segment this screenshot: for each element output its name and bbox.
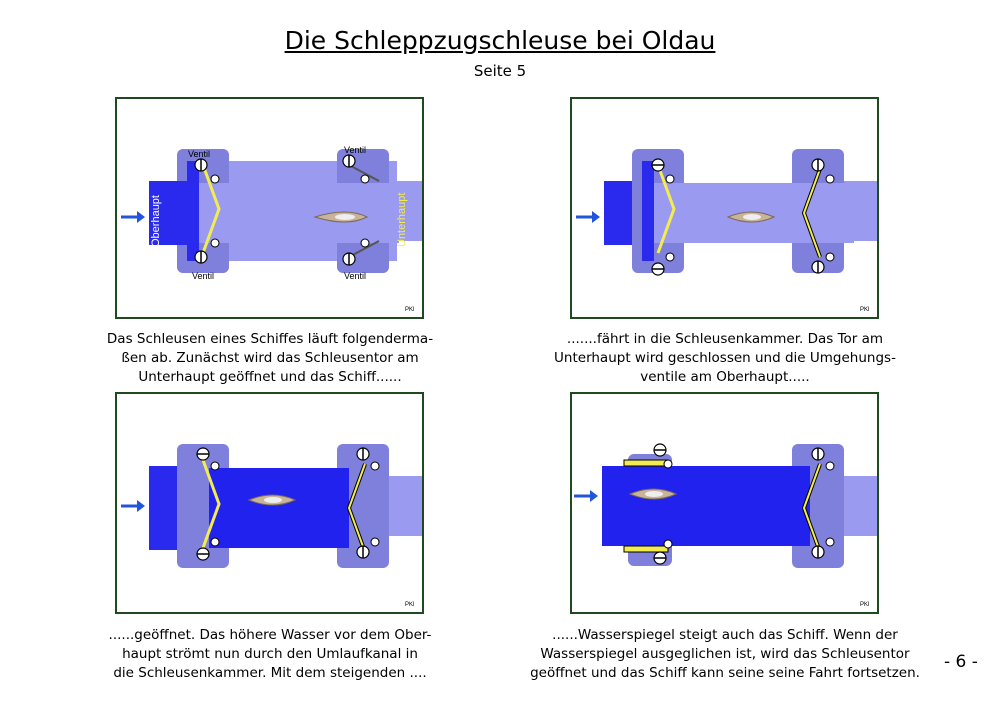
valve-label: Ventil — [343, 145, 367, 155]
flow-arrow-icon — [576, 211, 600, 223]
page-subtitle: Seite 5 — [473, 62, 527, 80]
upper-gate-open-bottom — [624, 546, 668, 552]
caption-line: Unterhaupt wird geschlossen und die Umgehungs- — [554, 350, 896, 366]
caption-line: .......fährt in die Schleusenkammer. Das Tor am — [566, 331, 884, 347]
panel-3-frame — [115, 392, 424, 614]
lock-diagram-3 — [117, 394, 422, 612]
panel-2-frame — [570, 97, 879, 319]
flow-arrow-icon — [121, 211, 145, 223]
panel-4-frame — [570, 392, 879, 614]
unterhaupt-label: Unterhaupt — [396, 192, 408, 247]
lock-diagram-1 — [117, 99, 422, 317]
panel-4-caption — [505, 626, 945, 683]
chamber-water — [199, 183, 399, 243]
panel-2-caption — [515, 330, 935, 387]
flow-arrow-icon — [121, 500, 145, 512]
caption-line: Unterhaupt geöffnet und das Schiff...... — [138, 369, 402, 385]
caption-line: ......Wasserspiegel steigt auch das Schiff. Wenn der — [552, 627, 898, 643]
caption-line: ......geöffnet. Das höhere Wasser vor dem Ober- — [108, 627, 432, 643]
credit-label: PKl — [860, 602, 870, 608]
page-title: Die Schleppzugschleuse bei Oldau — [284, 26, 716, 55]
panel-3-caption — [60, 626, 480, 683]
valve-label: Ventil — [191, 271, 215, 281]
caption-line: die Schleusenkammer. Mit dem steigenden .... — [113, 665, 427, 681]
valve-label: Ventil — [187, 149, 211, 159]
caption-line: geöffnet und das Schiff kann seine seine Fahrt fortsetzen. — [530, 665, 920, 681]
credit-label: PKl — [860, 307, 870, 313]
upper-gate-open-top — [624, 460, 668, 466]
valve-label: Ventil — [343, 271, 367, 281]
caption-line: ventile am Oberhaupt..... — [640, 369, 810, 385]
credit-label: PKl — [405, 307, 415, 313]
panel-1-frame — [115, 97, 424, 319]
caption-line: Wasserspiegel ausgeglichen ist, wird das Schleusentor — [540, 646, 910, 662]
page-number: - 6 - — [944, 652, 978, 672]
lock-diagram-2 — [572, 99, 877, 317]
credit-label: PKl — [405, 602, 415, 608]
caption-line: Das Schleusen eines Schiffes läuft folgenderma- — [106, 331, 434, 347]
lock-diagram-4 — [572, 394, 877, 612]
panel-1-caption — [60, 330, 480, 387]
upper-head-basin — [187, 161, 199, 261]
caption-line: ßen ab. Zunächst wird das Schleusentor am — [121, 350, 419, 366]
flow-arrow-icon — [574, 490, 598, 502]
caption-line: haupt strömt nun durch den Umlaufkanal in — [122, 646, 418, 662]
oberhaupt-label: Oberhaupt — [150, 195, 162, 247]
